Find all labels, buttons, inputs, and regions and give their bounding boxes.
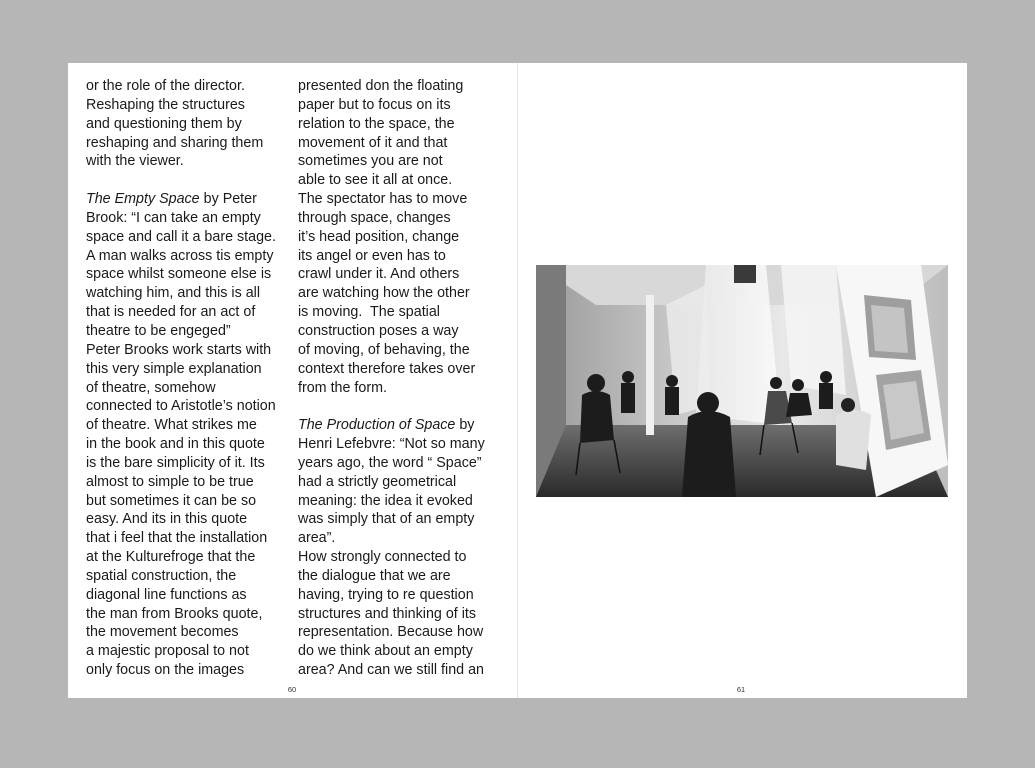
page-number-right: 61 <box>736 685 746 694</box>
ceiling-fixture <box>734 265 756 283</box>
text-line: is moving. The spatial <box>298 304 440 321</box>
text-fragment: by Peter <box>203 191 257 208</box>
text-line: of theatre, somehow <box>86 379 216 396</box>
text-line <box>86 190 291 209</box>
text-line: the dialogue that we are <box>298 567 451 584</box>
text-line: crawl under it. And others <box>298 266 460 283</box>
text-line: construction poses a way <box>298 322 459 339</box>
text-line: spatial construction, the <box>86 567 237 584</box>
text-line: that i feel that the installation <box>86 530 268 547</box>
text-line: are watching how the other <box>298 285 470 302</box>
text-line: of moving, of behaving, the <box>298 341 470 358</box>
page-gutter <box>517 63 518 698</box>
text-line: paper but to focus on its <box>298 96 451 113</box>
text-line: diagonal line functions as <box>86 586 247 603</box>
text-line: Reshaping the structures <box>86 96 245 113</box>
text-line: its angel or even has to <box>298 247 446 264</box>
text-line: relation to the space, the <box>298 115 455 132</box>
text-line: space whilst someone else is <box>86 266 272 283</box>
text-line: How strongly connected to <box>298 549 467 566</box>
text-line: was simply that of an empty <box>298 511 475 528</box>
text-line: A man walks across tis empty <box>86 247 274 264</box>
text-line: The spectator has to move <box>298 191 468 208</box>
left-page-column-2 <box>298 77 503 680</box>
text-line: sometimes you are not <box>298 153 443 170</box>
text-line: representation. Because how <box>298 624 484 641</box>
text-line: this very simple explanation <box>86 360 262 377</box>
text-line: having, trying to re question <box>298 586 474 603</box>
text-line: but sometimes it can be so <box>86 492 257 509</box>
text-line: able to see it all at once. <box>298 172 453 189</box>
text-line: movement of it and that <box>298 134 448 151</box>
text-line: through space, changes <box>298 209 451 226</box>
text-line: of theatre. What strikes me <box>86 417 257 434</box>
page-number-left: 60 <box>287 685 297 694</box>
text-line: a majestic proposal to not <box>86 643 249 660</box>
installation-photo <box>536 265 948 497</box>
text-line: is the bare simplicity of it. Its <box>86 454 265 471</box>
text-line: had a strictly geometrical <box>298 473 457 490</box>
text-line: with the viewer. <box>86 153 184 170</box>
text-line: connected to Aristotle’s notion <box>86 398 276 415</box>
text-line: almost to simple to be true <box>86 473 254 490</box>
text-line: area? And can we still find an <box>298 662 484 679</box>
print-inner <box>871 305 908 353</box>
text-line: that is needed for an act of <box>86 304 256 321</box>
text-line: years ago, the word “ Space” <box>298 454 482 471</box>
hanging-paper <box>781 265 846 395</box>
text-line: at the Kulturefroge that the <box>86 549 256 566</box>
text-line: area”. <box>298 530 336 547</box>
book-title-italic: The Production of Space <box>298 417 456 434</box>
text-fragment: by <box>459 417 475 434</box>
text-line: watching him, and this is all <box>86 285 261 302</box>
text-line: easy. And its in this quote <box>86 511 248 528</box>
seated-figure-head <box>841 398 855 412</box>
text-line: presented don the floating <box>298 78 464 94</box>
text-line: Henri Lefebvre: “Not so many <box>298 436 485 453</box>
column <box>646 295 654 435</box>
text-line: do we think about an empty <box>298 643 473 660</box>
text-line: space and call it a bare stage. <box>86 228 276 245</box>
text-line: reshaping and sharing them <box>86 134 264 151</box>
left-page-column-1 <box>86 77 291 680</box>
paragraph-gap <box>298 397 503 416</box>
book-title-italic: The Empty Space <box>86 191 200 208</box>
text-line: Brook: “I can take an empty <box>86 209 261 226</box>
paragraph-gap <box>86 171 291 190</box>
text-line: meaning: the idea it evoked <box>298 492 473 509</box>
text-line: context therefore takes over <box>298 360 476 377</box>
text-line: it’s head position, change <box>298 228 460 245</box>
installation-photo-graphic <box>536 265 948 497</box>
text-line: in the book and in this quote <box>86 436 265 453</box>
text-line: Peter Brooks work starts with <box>86 341 272 358</box>
text-line: theatre to be engeged” <box>86 322 231 339</box>
text-line: from the form. <box>298 379 387 396</box>
text-line: the movement becomes <box>86 624 239 641</box>
text-line: and questioning them by <box>86 115 242 132</box>
text-line: only focus on the images <box>86 662 245 679</box>
book-spread <box>68 63 967 698</box>
text-line: structures and thinking of its <box>298 605 477 622</box>
text-line: or the role of the director. <box>86 78 245 94</box>
seated-figure <box>836 410 871 470</box>
text-line: the man from Brooks quote, <box>86 605 263 622</box>
text-line <box>298 416 503 435</box>
